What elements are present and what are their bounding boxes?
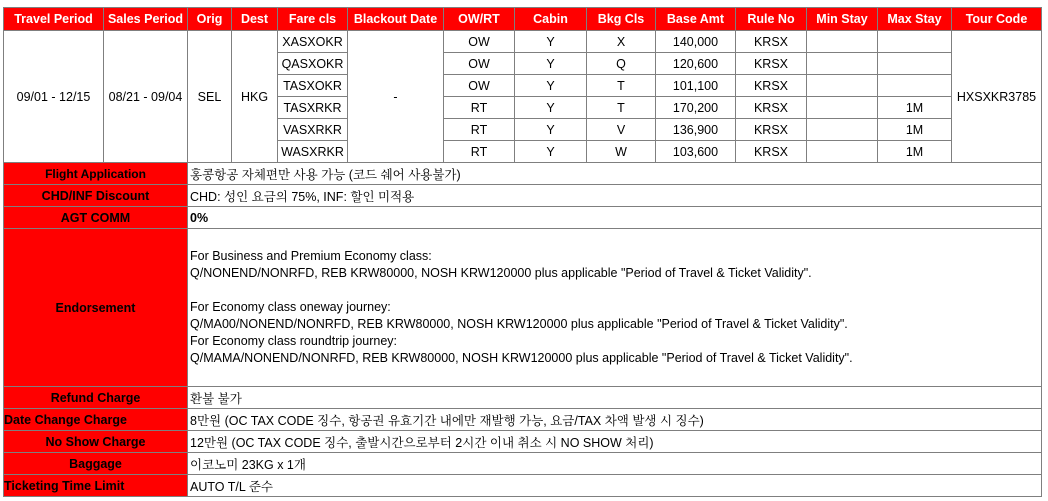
ticketing-row (4, 475, 1042, 497)
ticketing-label: Ticketing Time Limit (4, 475, 188, 497)
fare-cls-cell: XASXOKR (278, 31, 348, 53)
refund-label: Refund Charge (4, 387, 188, 409)
base-amt-cell: 103,600 (656, 141, 736, 163)
max-stay-cell (878, 53, 952, 75)
bkg-cls-cell: W (587, 141, 656, 163)
tour-code-cell: HXSXKR3785 (952, 31, 1042, 163)
owrt-cell: RT (444, 119, 515, 141)
baggage-label: Baggage (4, 453, 188, 475)
agt-comm-row (4, 207, 1042, 229)
min-stay-cell (807, 53, 878, 75)
max-stay-cell: 1M (878, 141, 952, 163)
endorsement-value (188, 229, 1042, 387)
owrt-cell: OW (444, 53, 515, 75)
base-amt-cell: 136,900 (656, 119, 736, 141)
owrt-cell: OW (444, 75, 515, 97)
base-amt-cell: 140,000 (656, 31, 736, 53)
max-stay-cell (878, 31, 952, 53)
chd-inf-value: CHD: 성인 요금의 75%, INF: 할인 미적용 (188, 185, 1042, 207)
fare-cls-cell: TASXRKR (278, 97, 348, 119)
header-ow-rt: OW/RT (444, 8, 515, 31)
base-amt-cell: 101,100 (656, 75, 736, 97)
header-bkg-cls: Bkg Cls (587, 8, 656, 31)
agt-comm-label: AGT COMM (4, 207, 188, 229)
cabin-cell: Y (515, 141, 587, 163)
cabin-cell: Y (515, 119, 587, 141)
cabin-cell: Y (515, 53, 587, 75)
ticketing-value: AUTO T/L 준수 (188, 475, 1042, 497)
owrt-cell: OW (444, 31, 515, 53)
date-change-label: Date Change Charge (4, 409, 188, 431)
blackout-cell: - (348, 31, 444, 163)
rule-no-cell: KRSX (736, 75, 807, 97)
no-show-row (4, 431, 1042, 453)
refund-row (4, 387, 1042, 409)
max-stay-cell (878, 75, 952, 97)
endorsement-line: For Economy class roundtrip journey: (190, 334, 398, 348)
min-stay-cell (807, 31, 878, 53)
fare-row (4, 31, 1042, 53)
header-max-stay: Max Stay (878, 8, 952, 31)
fare-cls-cell: WASXRKR (278, 141, 348, 163)
header-rule-no: Rule No (736, 8, 807, 31)
sales-period-cell: 08/21 - 09/04 (104, 31, 188, 163)
owrt-cell: RT (444, 141, 515, 163)
no-show-value: 12만원 (OC TAX CODE 징수, 출발시간으로부터 2시간 이내 취소 시 NO SHOW 처리) (188, 431, 1042, 453)
max-stay-cell: 1M (878, 97, 952, 119)
cabin-cell: Y (515, 97, 587, 119)
endorsement-line: For Business and Premium Economy class: (190, 249, 432, 263)
bkg-cls-cell: Q (587, 53, 656, 75)
header-base-amt: Base Amt (656, 8, 736, 31)
date-change-value: 8만원 (OC TAX CODE 징수, 항공권 유효기간 내에만 재발행 가능, 요금/TAX 차액 발생 시 징수) (188, 409, 1042, 431)
header-sales-period: Sales Period (104, 8, 188, 31)
dest-cell: HKG (232, 31, 278, 163)
min-stay-cell (807, 141, 878, 163)
fare-cls-cell: TASXOKR (278, 75, 348, 97)
fare-sheet (3, 7, 1042, 497)
max-stay-cell: 1M (878, 119, 952, 141)
endorsement-label: Endorsement (4, 229, 188, 387)
flight-application-value: 홍콩항공 자체편만 사용 가능 (코드 쉐어 사용불가) (188, 163, 1042, 185)
base-amt-cell: 170,200 (656, 97, 736, 119)
endorsement-text (190, 248, 1041, 367)
header-row (4, 8, 1042, 31)
orig-cell: SEL (188, 31, 232, 163)
chd-inf-label: CHD/INF Discount (4, 185, 188, 207)
header-min-stay: Min Stay (807, 8, 878, 31)
header-fare-cls: Fare cls (278, 8, 348, 31)
cabin-cell: Y (515, 31, 587, 53)
flight-application-row (4, 163, 1042, 185)
owrt-cell: RT (444, 97, 515, 119)
min-stay-cell (807, 75, 878, 97)
rule-no-cell: KRSX (736, 31, 807, 53)
fare-cls-cell: VASXRKR (278, 119, 348, 141)
endorsement-row (4, 229, 1042, 387)
endorsement-line: For Economy class oneway journey: (190, 300, 391, 314)
endorsement-line: Q/MA00/NONEND/NONRFD, REB KRW80000, NOSH KRW120000 plus applicable "Period of Travel & Ticket Validity". (190, 317, 848, 331)
bkg-cls-cell: T (587, 97, 656, 119)
no-show-label: No Show Charge (4, 431, 188, 453)
header-dest: Dest (232, 8, 278, 31)
refund-value: 환불 불가 (188, 387, 1042, 409)
rule-no-cell: KRSX (736, 97, 807, 119)
bkg-cls-cell: V (587, 119, 656, 141)
travel-period-cell: 09/01 - 12/15 (4, 31, 104, 163)
date-change-row (4, 409, 1042, 431)
min-stay-cell (807, 97, 878, 119)
baggage-row (4, 453, 1042, 475)
agt-comm-value: 0% (188, 207, 1042, 229)
fare-cls-cell: QASXOKR (278, 53, 348, 75)
flight-application-label: Flight Application (4, 163, 188, 185)
rule-no-cell: KRSX (736, 141, 807, 163)
header-tour-code: Tour Code (952, 8, 1042, 31)
fare-table (3, 7, 1042, 497)
rule-no-cell: KRSX (736, 119, 807, 141)
base-amt-cell: 120,600 (656, 53, 736, 75)
endorsement-line: Q/MAMA/NONEND/NONRFD, REB KRW80000, NOSH KRW120000 plus applicable "Period of Travel & Ticket Validity". (190, 351, 853, 365)
bkg-cls-cell: T (587, 75, 656, 97)
header-blackout-date: Blackout Date (348, 8, 444, 31)
header-cabin: Cabin (515, 8, 587, 31)
endorsement-line: Q/NONEND/NONRFD, REB KRW80000, NOSH KRW120000 plus applicable "Period of Travel & Ticket Validity". (190, 266, 812, 280)
header-travel-period: Travel Period (4, 8, 104, 31)
cabin-cell: Y (515, 75, 587, 97)
min-stay-cell (807, 119, 878, 141)
baggage-value: 이코노미 23KG x 1개 (188, 453, 1042, 475)
rule-no-cell: KRSX (736, 53, 807, 75)
bkg-cls-cell: X (587, 31, 656, 53)
header-orig: Orig (188, 8, 232, 31)
chd-inf-row (4, 185, 1042, 207)
